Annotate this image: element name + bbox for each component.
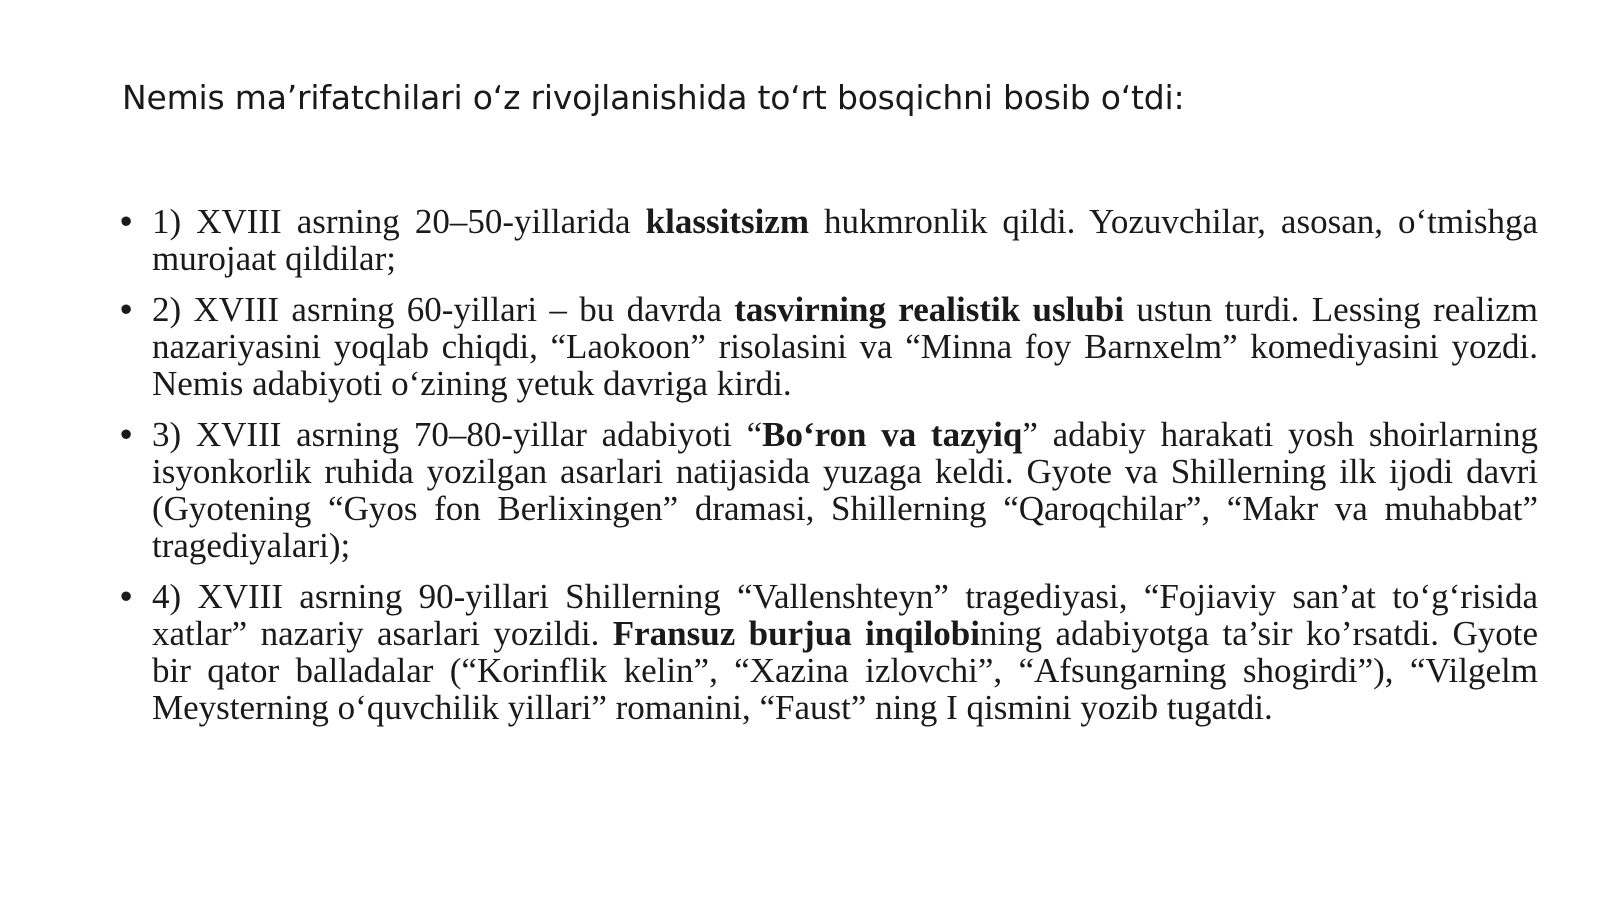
bullet-list [120,203,1538,740]
bullet-dot-icon: • [120,415,133,454]
slide-title: Nemis ma’rifatchilari o‘z rivojlanishida to‘rt bosqichni bosib o‘tdi: [122,78,1185,117]
bullet-text-4a: 4) XVIII asrning 90-yillari Shillerning “Vallenshteyn” tragediyasi, “Fojiaviy san’at to‘g‘risida xatlar” nazariy asarlari yozildi. [152,577,1538,653]
bullet-text-2b: ustun turdi. Lessing realizm nazariyasini yoqlab chiqdi, “Laokoon” risolasini va “Minna foy Barnxelm” komediyasini yozdi. Nemis adabiyoti o‘zining yetuk davriga kirdi. [152,290,1538,403]
bullet-item-3 [120,416,1538,564]
bullet-dot-icon: • [120,202,133,241]
bullet-bold-3: Bo‘ron va tazyiq [762,415,1023,454]
bullet-dot-icon: • [120,577,133,616]
bullet-item-2 [120,291,1538,402]
bullet-text-4b: ning adabiyotga ta’sir ko’rsatdi. Gyote bir qator balladalar (“Korinflik kelin”, “Xazina izlovchi”, “Afsungarning shogirdi”), “Vilgelm Meysterning o‘quvchilik yillari” romanini, “Faust” ning I qismini yozib tugatdi. [152,614,1538,727]
bullet-bold-2: tasvirning realistik uslubi [734,290,1124,329]
bullet-text-3b: ” adabiy harakati yosh shoirlarning isyonkorlik ruhida yozilgan asarlari natijasida yuzaga keldi. Gyote va Shillerning ilk ijodi davri (Gyotening “Gyos fon Berlixingen” dramasi, Shillerning “Qaroqchilar”, “Makr va muhabbat” tragediyalari); [152,415,1538,565]
bullet-item-4 [120,578,1538,726]
bullet-bold-1: klassitsizm [645,202,809,241]
bullet-dot-icon: • [120,290,133,329]
bullet-text-3a: 3) XVIII asrning 70–80-yillar adabiyoti “ [152,415,763,454]
bullet-text-1a: 1) XVIII asrning 20–50-yillarida [152,202,646,241]
bullet-text-1b: hukmronlik qildi. Yozuvchilar, asosan, o‘tmishga murojaat qildilar; [152,202,1539,278]
bullet-text-2a: 2) XVIII asrning 60-yillari – bu davrda [152,290,735,329]
bullet-bold-4: Fransuz burjua inqilobi [612,614,980,653]
bullet-item-1 [120,203,1538,277]
